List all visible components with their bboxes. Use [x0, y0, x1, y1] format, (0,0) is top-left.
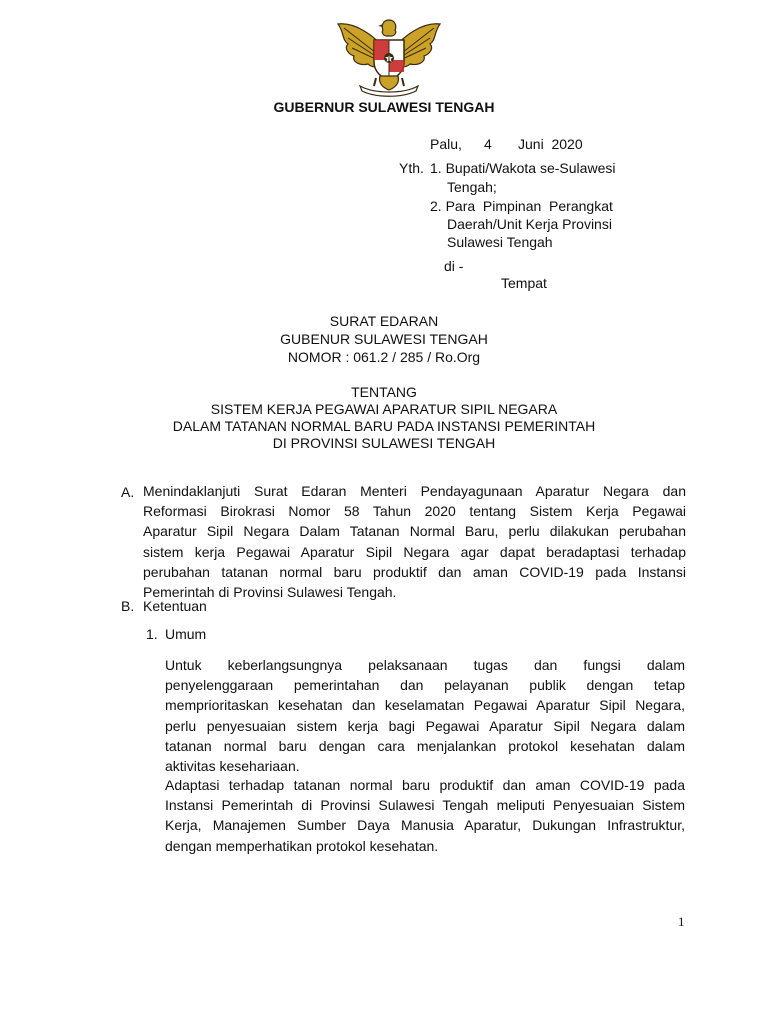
- subject-label: TENTANG: [351, 384, 417, 400]
- section-a-line: sistem kerja Pegawai Aparatur Sipil Negara agar dapat beradaptasi terhadap: [143, 543, 686, 560]
- section-b-heading: Ketentuan: [143, 598, 207, 614]
- section-a-letter: A.: [121, 484, 135, 500]
- paragraph-line: memprioritaskan kesehatan dan keselamatan Pegawai Aparatur Sipil Negara,: [165, 697, 685, 714]
- circular-issuer: GUBENUR SULAWESI TENGAH: [280, 331, 488, 347]
- section-a-line: Menindaklanjuti Surat Edaran Menteri Pendayagunaan Aparatur Negara dan: [143, 483, 686, 499]
- paragraph-line: Instansi Pemerintah di Provinsi Sulawesi Tengah meliputi Penyesuaian Sistem: [165, 797, 685, 814]
- subsection-1-heading: Umum: [165, 626, 207, 642]
- date-city: Palu,: [430, 136, 462, 152]
- paragraph-line: Untuk keberlangsungnya pelaksanaan tugas dan fungsi dalam: [165, 657, 685, 673]
- recipient-item-2: 2. Para Pimpinan Perangkat: [430, 198, 613, 214]
- section-a-line: Pemerintah di Provinsi Sulawesi Tengah.: [143, 584, 397, 601]
- paragraph-line: perlu penyesuaian sistem kerja bagi Pegawai Aparatur Sipil Negara dalam: [165, 717, 685, 734]
- paragraph-line: Adaptasi terhadap tatanan normal baru produktif dan aman COVID-19 pada: [165, 777, 685, 793]
- paragraph-line: aktivitas kesehariaan.: [165, 758, 300, 775]
- recipient-prefix: Yth.: [399, 160, 424, 176]
- subject-line-2: DALAM TATANAN NORMAL BARU PADA INSTANSI PEMERINTAH: [172, 418, 596, 434]
- paragraph-line: penyelenggaraan pemerintahan dan pelayanan publik dengan tetap: [165, 677, 685, 694]
- recipient-item-1: 1. Bupati/Wakota se-Sulawesi: [430, 160, 616, 176]
- general-paragraph-1: [165, 655, 685, 776]
- section-a-line: perubahan tatanan normal baru produktif dan aman COVID-19 pada Instansi: [143, 563, 686, 580]
- recipient-item-1-cont: Tengah;: [447, 179, 497, 195]
- recipient-item-2-cont2: Sulawesi Tengah: [447, 234, 553, 250]
- subject-line-1: SISTEM KERJA PEGAWAI APARATUR SIPIL NEGARA: [210, 401, 558, 417]
- section-a-paragraph: [143, 481, 686, 602]
- section-a-line: Reformasi Birokrasi Nomor 58 Tahun 2020 tentang Sistem Kerja Pegawai: [143, 503, 686, 520]
- circular-number: NOMOR : 061.2 / 285 / Ro.Org: [287, 349, 481, 365]
- recipient-place: Tempat: [501, 275, 547, 291]
- section-b-letter: B.: [121, 598, 135, 614]
- garuda-emblem-icon: [334, 14, 444, 98]
- date-day: 4: [484, 136, 492, 152]
- recipient-item-2-cont: Daerah/Unit Kerja Provinsi: [447, 216, 612, 232]
- general-paragraph-2: [165, 775, 685, 856]
- subject-line-3: DI PROVINSI SULAWESI TENGAH: [272, 435, 496, 451]
- subsection-1-number: 1.: [146, 626, 158, 642]
- paragraph-line: dengan memperhatikan protokol kesehatan.: [165, 837, 439, 854]
- paragraph-line: tatanan normal baru dengan cara menjalankan protokol kesehatan dalam: [165, 737, 685, 754]
- paragraph-line: Kerja, Manajemen Sumber Daya Manusia Aparatur, Dukungan Infrastruktur,: [165, 817, 685, 834]
- circular-title: SURAT EDARAN: [329, 313, 439, 329]
- section-a-line: Aparatur Sipil Negara Dalam Tatanan Normal Baru, perlu dilakukan perubahan: [143, 523, 686, 540]
- date-month-year: Juni 2020: [518, 136, 583, 152]
- governor-title: GUBERNUR SULAWESI TENGAH: [273, 99, 495, 115]
- recipient-di: di -: [444, 258, 464, 274]
- page-number: 1: [678, 914, 685, 929]
